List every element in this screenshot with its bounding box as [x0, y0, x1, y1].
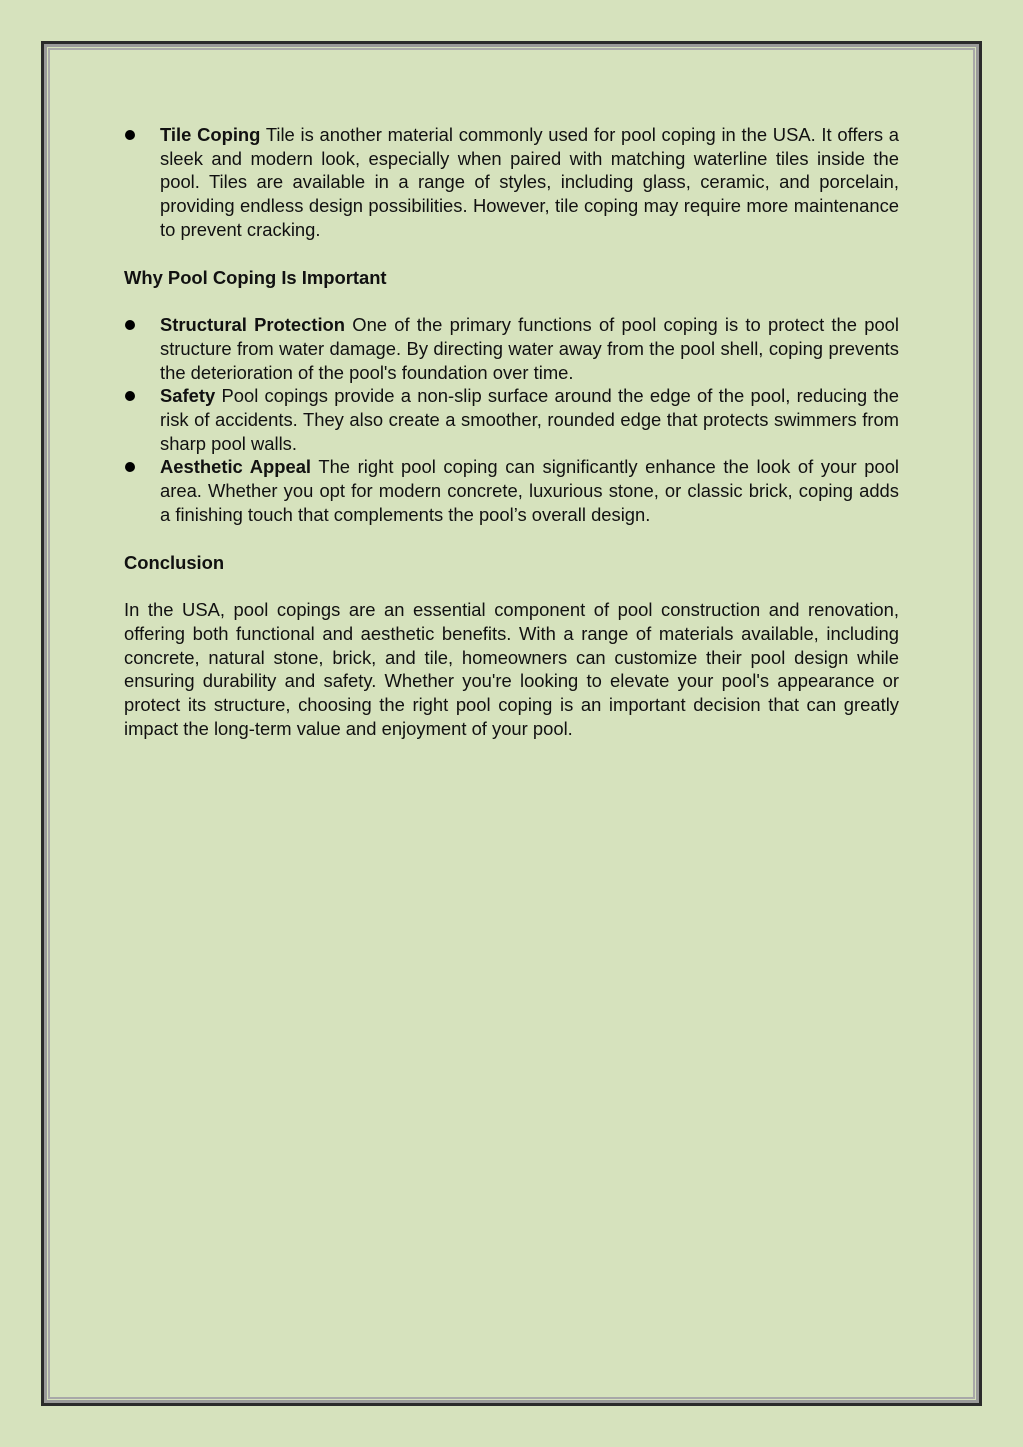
- bullet-icon: [125, 130, 135, 140]
- document-body: [124, 123, 899, 740]
- bullet-icon: [125, 320, 135, 330]
- heading-why-pool-coping: Why Pool Coping Is Important: [124, 266, 387, 288]
- text-tile-coping: Tile is another material commonly used for pool coping in the USA. It offers a sleek and modern look, especially when paired with matching waterline tiles inside the pool. Tiles are available in a range of styles, including glass, ceramic, and porcelain, providing endless design possibilities. However, tile coping may require more maintenance to prevent cracking.: [160, 124, 899, 240]
- text-structural-protection: One of the primary functions of pool coping is to protect the pool structure from water damage. By directing water away from the pool shell, coping prevents the deterioration of the pool's foundation over time.: [160, 314, 899, 383]
- text-aesthetic-appeal: The right pool coping can significantly enhance the look of your pool area. Whether you opt for modern concrete, luxurious stone, or classic brick, coping adds a finishing touch that complements the pool’s overall design.: [160, 456, 900, 525]
- tile-coping-list: [124, 123, 899, 242]
- bullet-icon: [125, 462, 135, 472]
- bullet-icon: [125, 391, 135, 401]
- importance-list: [124, 313, 899, 526]
- term-structural-protection: Structural Protection: [160, 314, 346, 336]
- term-aesthetic-appeal: Aesthetic Appeal: [160, 456, 312, 478]
- list-item-structural-protection: [124, 313, 899, 384]
- list-item-aesthetic-appeal: [124, 455, 899, 526]
- text-safety: Pool copings provide a non-slip surface around the edge of the pool, reducing the risk of accidents. They also create a smoother, rounded edge that protects swimmers from sharp pool walls.: [160, 385, 899, 454]
- list-item-tile-coping: [124, 123, 899, 242]
- conclusion-paragraph: In the USA, pool copings are an essential component of pool construction and renovation, offering both functional and aesthetic benefits. With a range of materials available, including concrete, natural stone, brick, and tile, homeowners can customize their pool design while ensuring durability and safety. Whether you're looking to elevate your pool's appearance or protect its structure, choosing the right pool coping is an important decision that can greatly impact the long-term value and enjoyment of your pool.: [124, 599, 899, 739]
- term-safety: Safety: [160, 385, 216, 407]
- term-tile-coping: Tile Coping: [160, 124, 261, 145]
- list-item-safety: [124, 384, 899, 455]
- heading-conclusion: Conclusion: [124, 551, 225, 573]
